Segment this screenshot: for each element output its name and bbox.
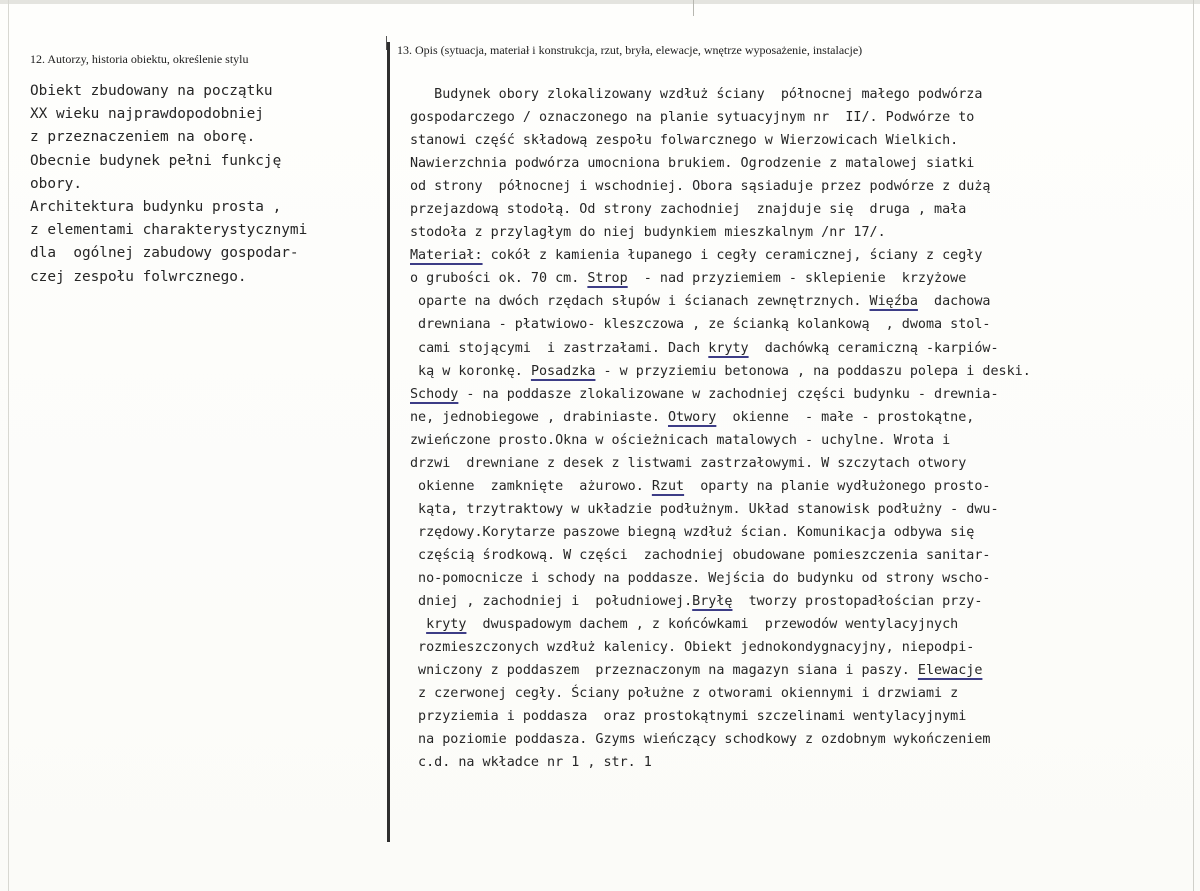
- history-text-line: XX wieku najprawdopodobniej: [30, 106, 264, 123]
- description-text-line: o grubości ok. 70 cm. Strop - nad przyziemiem - sklepienie krzyżowe: [410, 271, 967, 287]
- history-text-line: Obiekt zbudowany na początku: [30, 83, 273, 99]
- fold-mark: [693, 0, 694, 16]
- history-text-line: z elementami charakterystycznymi: [30, 222, 308, 239]
- description-text-line: oparte na dwóch rzędach słupów i ścianach zewnętrznych. Więźba dachowa: [410, 294, 991, 310]
- description-text-line: rzędowy.Korytarze paszowe biegną wzdłuż ścian. Komunikacja odbywa się: [410, 524, 975, 540]
- description-text-line: zwieńczone prosto.Okna w ościeżnicach matalowych - uchylne. Wrota i: [410, 432, 951, 448]
- description-text-line: przyziemia i poddasza oraz prostokątnymi szczelinami wentylacyjnymi: [410, 709, 967, 725]
- description-text-line: Budynek obory zlokalizowany wzdłuż ściany północnej małego podwórza: [410, 87, 983, 102]
- underlined-term: Schody: [410, 386, 459, 402]
- description-text-line: stodoła z przylagłym do niej budynkiem mieszkalnym /nr 17/.: [410, 225, 886, 241]
- paper-top-edge: [0, 0, 1200, 4]
- history-text-line: czej zespołu folwrcznego.: [30, 268, 247, 285]
- history-text-line: Obecnie budynek pełni funkcję: [30, 152, 282, 169]
- history-text: [30, 80, 307, 289]
- underlined-term: Strop: [587, 271, 628, 287]
- section-13-heading: 13. Opis (sytuacja, materiał i konstrukcja, rzut, bryła, elewacje, wnętrze wyposażenie, instalacje): [397, 43, 863, 57]
- description-text-line: Schody - na poddasze zlokalizowane w zachodniej części budynku - drewnia-: [410, 386, 999, 402]
- history-text-line: Architektura budynku prosta ,: [30, 198, 282, 215]
- description-text-line: częścią środkową. W części zachodniej obudowane pomieszczenia sanitar-: [410, 547, 991, 563]
- underlined-term: kryty: [426, 617, 467, 633]
- description-text-line: c.d. na wkładce nr 1 , str. 1: [410, 755, 652, 771]
- description-text-line: stanowi część składową zespołu folwarcznego w Wierzowicach Wielkich.: [410, 133, 959, 149]
- history-text-line: obory.: [30, 175, 82, 192]
- underlined-term: Elewacje: [917, 663, 983, 679]
- description-text-line: Materiał: cokół z kamienia łupanego i cegły ceramicznej, ściany z cegły: [410, 248, 983, 264]
- description-text-line: drewniana - płatwiowo- kleszczowa , ze ścianką kolankową , dwoma stol-: [410, 317, 991, 333]
- description-text-line: wniczony z poddaszem przeznaczonym na magazyn siana i paszy. Elewacje: [410, 663, 983, 679]
- underlined-term: Otwory: [667, 409, 717, 425]
- section-12-heading: 12. Autorzy, historia obiektu, określenie stylu: [30, 52, 249, 66]
- description-text-line: ką w koronkę. Posadzka - w przyziemiu betonowa , na poddaszu polepa i deski.: [410, 363, 1031, 379]
- history-text-line: dla ogólnej zabudowy gospodar-: [30, 245, 299, 262]
- history-text-line: z przeznaczeniem na oborę.: [30, 129, 256, 146]
- description-text-line: rozmieszczonych wzdłuż kalenicy. Obiekt jednokondygnacyjny, niepodpi-: [410, 640, 975, 656]
- description-text-line: drzwi drewniane z desek z listwami zastrzałowymi. W szczytach otwory: [410, 455, 967, 471]
- description-text-line: dniej , zachodniej i południowej.Bryłę tworzy prostopadłościan przy-: [410, 594, 983, 610]
- description-text-line: gospodarczego / oznaczonego na planie sytuacyjnym nr II/. Podwórze to: [410, 110, 975, 126]
- description-text-line: no-pomocnicze i schody na poddasze. Wejścia do budynku od strony wscho-: [410, 570, 991, 586]
- description-text-line: kryty dwuspadowym dachem , z końcówkami przewodów wentylacyjnych: [426, 617, 959, 633]
- paper-right-edge: [1193, 0, 1194, 891]
- description-text-line: kąta, trzytraktowy w układzie podłużnym. Układ stanowisk podłużny - dwu-: [410, 501, 999, 517]
- description-text: [410, 83, 1031, 774]
- description-text-line: przejazdową stodołą. Od strony zachodniej znajduje się druga , mała: [410, 202, 967, 218]
- description-text-line: cami stojącymi i zastrzałami. Dach kryty dachówką ceramiczną -karpiów-: [410, 340, 999, 356]
- paper-left-edge: [8, 0, 9, 891]
- underlined-term: kryty: [708, 340, 749, 356]
- description-text-line: z czerwonej cegły. Ściany połużne z otworami okiennymi i drzwiami z: [410, 686, 959, 702]
- description-text-line: ne, jednobiegowe , drabiniaste. Otwory okienne - małe - prostokątne,: [410, 409, 975, 425]
- description-text-line: na poziomie poddasza. Gzyms wieńczący schodkowy z ozdobnym wykończeniem: [410, 732, 991, 748]
- underlined-term: Materiał:: [410, 248, 483, 264]
- column-divider: [387, 42, 390, 842]
- description-text-line: Nawierzchnia podwórza umocniona brukiem. Ogrodzenie z matalowej siatki: [410, 156, 975, 172]
- description-text-line: okienne zamknięte ażurowo. Rzut oparty na planie wydłużonego prosto-: [410, 478, 991, 494]
- description-text-line: od strony północnej i wschodniej. Obora sąsiaduje przez podwórze z dużą: [410, 179, 991, 195]
- underlined-term: Posadzka: [530, 363, 596, 379]
- underlined-term: Więźba: [869, 294, 918, 310]
- underlined-term: Rzut: [651, 478, 685, 494]
- underlined-term: Bryłę: [692, 594, 733, 610]
